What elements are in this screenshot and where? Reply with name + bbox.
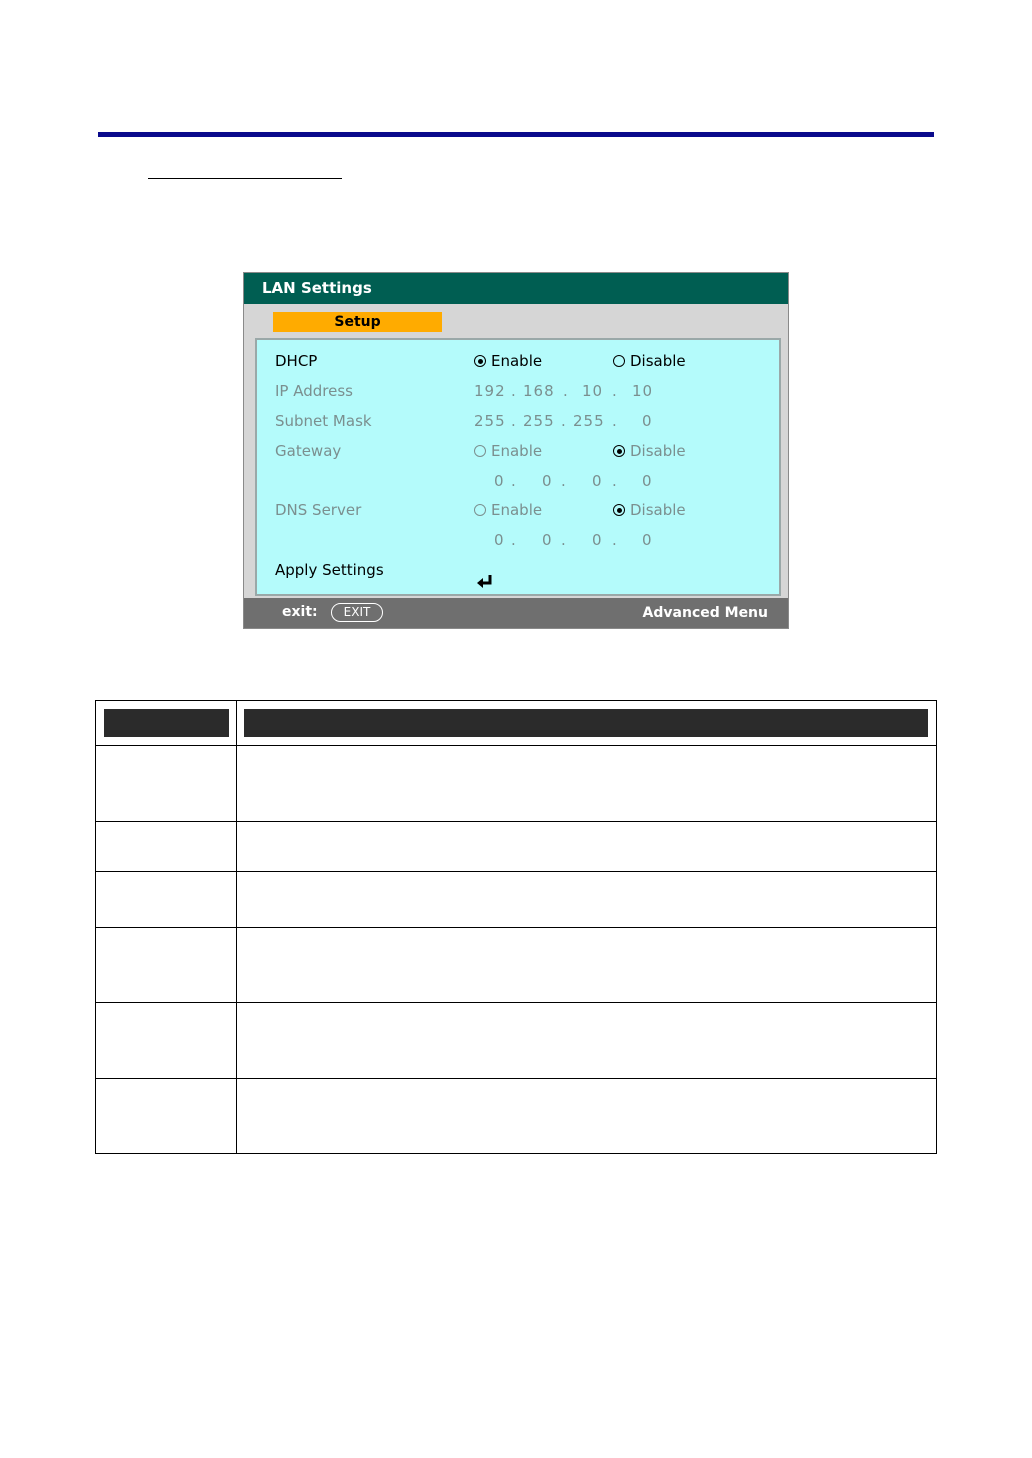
radio-unselected-icon <box>613 355 625 367</box>
radio-selected-icon <box>613 504 625 516</box>
gateway-label: Gateway <box>275 442 342 460</box>
subnet-mask-label: Subnet Mask <box>275 412 372 430</box>
ip-address-label: IP Address <box>275 382 353 400</box>
dns-octet-4: 0 <box>642 531 653 549</box>
gateway-octet-2: 0 <box>542 472 553 490</box>
subnet-octet-2: 255 <box>523 412 555 430</box>
gateway-octet-1: 0 <box>494 472 505 490</box>
dhcp-enable-option[interactable]: Enable <box>474 350 542 372</box>
radio-selected-icon <box>474 355 486 367</box>
dns-octet-2: 0 <box>542 531 553 549</box>
radio-unselected-icon <box>474 504 486 516</box>
ip-octet-4: 10 <box>632 382 654 400</box>
gateway-octet-4: 0 <box>642 472 653 490</box>
subnet-octet-1: 255 <box>474 412 506 430</box>
dns-octet-1: 0 <box>494 531 505 549</box>
row-divider <box>96 1002 936 1003</box>
lan-settings-window <box>243 272 789 629</box>
row-divider <box>96 745 936 746</box>
gateway-enable-option[interactable]: Enable <box>474 440 542 462</box>
dhcp-label: DHCP <box>275 352 318 370</box>
table-header-item <box>104 709 229 737</box>
window-title: LAN Settings <box>244 273 788 304</box>
dns-server-label: DNS Server <box>275 501 362 519</box>
dhcp-disable-option[interactable]: Disable <box>613 350 686 372</box>
subnet-octet-3: 255 <box>573 412 605 430</box>
window-footer <box>244 598 788 628</box>
settings-description-table <box>95 700 937 1154</box>
dns-enable-option[interactable]: Enable <box>474 499 542 521</box>
row-divider <box>96 821 936 822</box>
enter-icon[interactable] <box>476 574 494 590</box>
dns-disable-option[interactable]: Disable <box>613 499 686 521</box>
row-divider <box>96 927 936 928</box>
header-rule <box>98 132 934 137</box>
ip-octet-3: 10 <box>582 382 604 400</box>
row-divider <box>96 871 936 872</box>
apply-settings-button[interactable]: Apply Settings <box>275 561 384 579</box>
row-divider <box>96 1078 936 1079</box>
dns-octet-3: 0 <box>592 531 603 549</box>
tab-setup[interactable]: Setup <box>273 312 442 332</box>
table-header-description <box>244 709 928 737</box>
menu-name: Advanced Menu <box>642 605 768 621</box>
ip-octet-1: 192 <box>474 382 506 400</box>
subnet-octet-4: 0 <box>642 412 653 430</box>
settings-panel: DHCP Enable Disable IP Address 192 . 168 . 10 . 10 Subnet Mask 255 . 255 . 255 . 0 Gateway Enable Disable 0 . 0 . 0 . 0 DNS Server Enable Disable 0 . 0 . 0 . 0 Apply Settings <box>255 338 781 596</box>
radio-selected-icon <box>613 445 625 457</box>
section-heading-underline <box>148 178 342 179</box>
exit-label: exit: <box>282 604 318 620</box>
gateway-octet-3: 0 <box>592 472 603 490</box>
radio-unselected-icon <box>474 445 486 457</box>
exit-button[interactable]: EXIT <box>331 603 383 622</box>
gateway-disable-option[interactable]: Disable <box>613 440 686 462</box>
ip-octet-2: 168 <box>523 382 555 400</box>
